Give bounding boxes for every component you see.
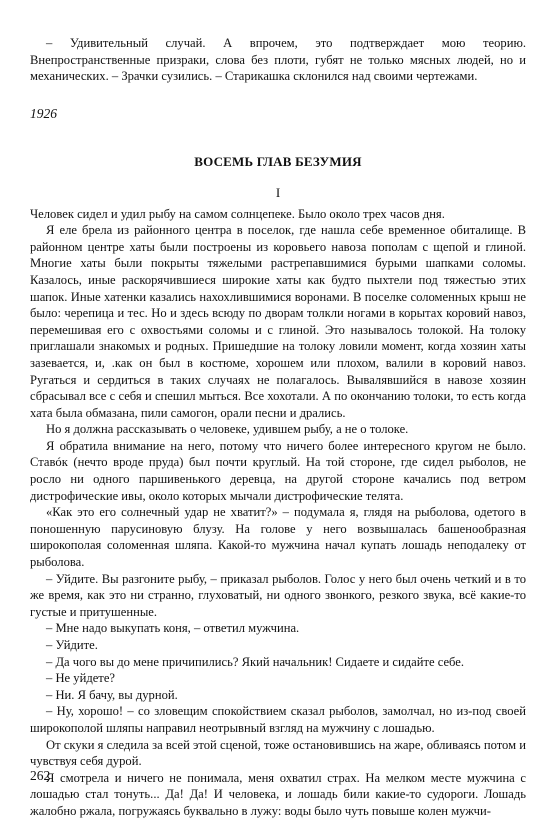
previous-story-ending xyxy=(30,35,526,85)
paragraph: – Ни. Я бачу, вы дурной. xyxy=(46,687,178,702)
paragraph: Но я должна рассказывать о человеке, удившем рыбу, а не о толоке. xyxy=(46,422,409,437)
paragraph: Я смотрела и ничего не понимала, меня охватил страх. На мелком месте мужчина с лошадью стал тонуть... Да! Да! И человека, и лошадь били какие-то судороги. Лошадь жалобно ржала, погружаясь буквально в лужу: воды было чуть повыше колен мужчи- xyxy=(30,770,526,818)
paragraph: – Уйдите. xyxy=(46,638,98,652)
story-title: ВОСЕМЬ ГЛАВ БЕЗУМИЯ xyxy=(194,154,362,170)
story-year: 1926 xyxy=(30,105,57,121)
chapter-number: I xyxy=(275,184,281,200)
paragraph: – Да чого вы до мене причипились? Який начальник! Сидаете и сидайте себе. xyxy=(46,654,465,669)
paragraph: «Как это его солнечный удар не хватит?» – подумала я, глядя на рыболова, одетого в поношенную парусиновую блузу. На голове у него возвышалась башенообразная широкополая соломенная шляпа. Какой-то мужчина начал купать лошадь неподалеку от рыболова. xyxy=(30,505,526,570)
paragraph: От скуки я следила за всей этой сценой, тоже остановившись на жаре, обливаясь потом и чувствуя себя дурой. xyxy=(30,737,526,769)
paragraph: Я еле брела из районного центра в поселок, где нашла себе временное обиталище. В районном центре хаты были построены из коровьего навоза пополам с щепой и глиной. Многие хаты были покрыты тяжелыми растрепавшимися бурыми шапками соломы. Казалось, иные раскорячившиеся широкие хаты как будто пыхтели под тяжестью этих шапок. Иные хатенки казались нахохлившимися воронами. В поселке соломенных крыш не было: черепица и тес. Но и здесь всюду по дворам толкли ногами в корытах коровий навоз, перемешивая его с охвостьями соломы и с глиной. Это называлось толокой. На толоку приглашали знакомых и родных. Пришедшие на толоку ловили момент, когда хозяин хаты зазевается, и, .как он был в костюме, хорошем или плохом, валили в коровий навоз. Ругаться и сердиться в таких случаях не полагалось. Вывалявшийся в навозе хозяин сбрасывал все с себя и спешил мыться. Все хохотали. А по окончанию толоки, то есть когда хата была обмазана, пили самогон, орали песни и дрались. xyxy=(30,223,526,420)
page-number: 262 xyxy=(30,768,51,783)
paragraph: Я обратила внимание на него, потому что ничего более интересного кругом не было. Ставóк (нечто вроде пруда) был почти круглый. На той стороне, где сидел рыболов, не росло ни одного паршивенького деревца, на другой стороне качались под ветром дистрофические ивы, около которых мычали дистрофические телята. xyxy=(30,438,526,503)
paragraph: – Уйдите. Вы разгоните рыбу, – приказал рыболов. Голос у него был очень четкий и в то же время, как это ни странно, глуховатый, ни одного звонкого, резкого звука, всё какие-то густые и притушенные. xyxy=(30,571,526,619)
paragraph: – Удивительный случай. А впрочем, это подтверждает мою теорию. Внепространственные призраки, слова без плоти, губят не только мясных людей, но и механических. – Зрачки сузились. – Старикашка склонился над своими чертежами. xyxy=(30,36,526,84)
paragraph: – Не уйдете? xyxy=(46,671,115,686)
page-body xyxy=(30,35,526,820)
story-text xyxy=(30,206,526,820)
paragraph: – Мне надо выкупать коня, – ответил мужчина. xyxy=(46,621,300,636)
paragraph: Человек сидел и удил рыбу на самом солнцепеке. Было около трех часов дня. xyxy=(30,206,445,221)
paragraph: – Ну, хорошо! – со зловещим спокойствием сказал рыболов, замолчал, но из-под своей широкополой шляпы направил неотрывный взгляд на мужчину с лошадью. xyxy=(30,704,526,735)
